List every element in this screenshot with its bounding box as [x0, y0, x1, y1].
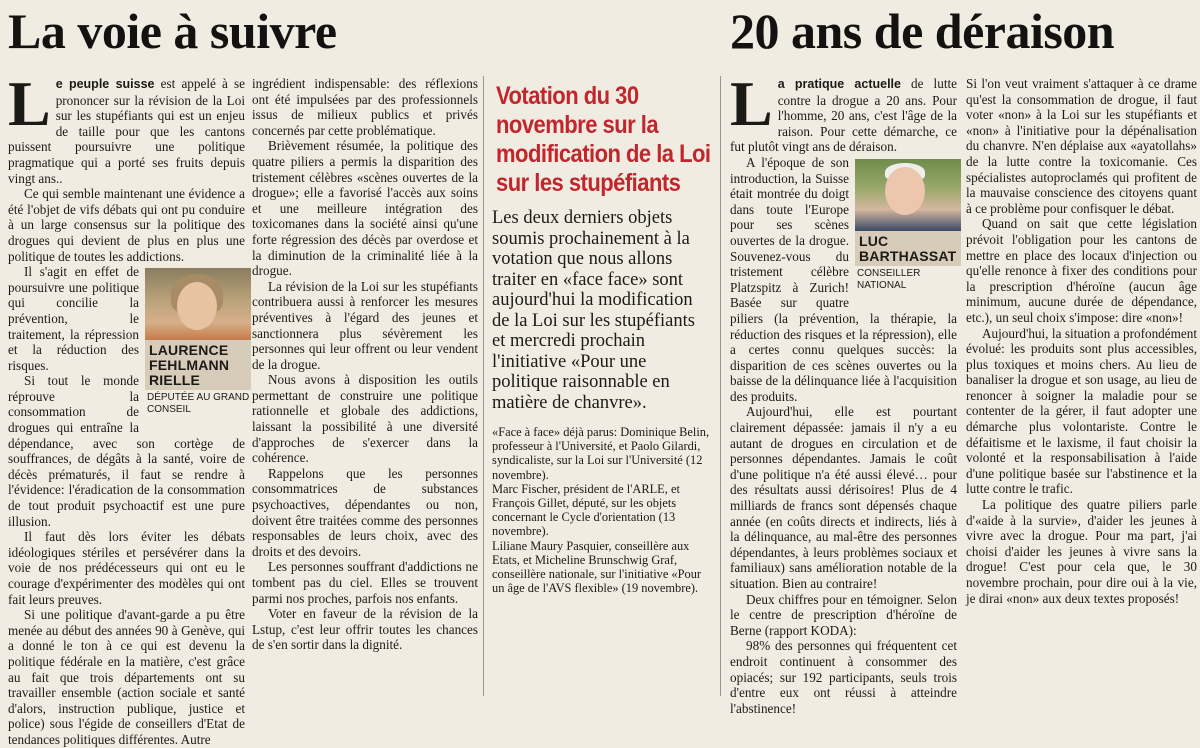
article-paragraph: Il s'agit en effet de poursuivre une politique qui concilie la prévention, le traitement, la répression et la réduction des risques. [8, 264, 139, 373]
article-paragraph: Deux chiffres pour en témoigner. Selon le centre de prescription d'héroïne de Berne (rapport KODA): [730, 591, 957, 638]
article-paragraph: Ce qui semble maintenant une évidence a été l'objet de vifs débats qui ont pu conduire à un large consensus sur la politique des drogues qui devient de plus en plus une politique de toutes les addictions. [8, 186, 245, 264]
article-paragraph: A l'époque de son introduction, la Suisse était montrée du doigt dans toute l'Europe pour ses scènes ouvertes de la drogue. Souvenez-vous du tristement célèbre Platzspitz à Zurich! Basée sur quatre piliers (la prévention, la thérapie, la réduction des risques et la répression), elle a certes connu quelques succès: la disparition de ces scènes ouvertes ou la baisse de la délinquance liée à l'acquisition des produits. [730, 154, 957, 404]
article-paragraph: Les personnes souffrant d'addictions ne tombent pas du ciel. Elles se trouvent parmi nos proches, parfois nos enfants. [252, 559, 478, 606]
right-article-column-2 [966, 76, 1197, 703]
article-paragraph: Le peuple suisse est appelé à se prononcer sur la révision de la Loi sur les stupéfiants qui est un enjeu de taille pour que les cantons puissent poursuivre une politique pragmatique qui a porté ses fruits depuis vingt ans.. [8, 68, 245, 186]
drop-cap: L [8, 68, 51, 139]
previous-face-a-face-note: «Face à face» déjà parus: Dominique Belin, professeur à l'Université, et Paolo Gilardi, syndicaliste, sur la Loi sur l'Université (12 novembre). [492, 425, 710, 482]
votation-title: Votation du 30 novembre sur la modification de la Loi sur les stupéfiants [496, 82, 711, 197]
author-name: LUC BARTHASSAT [855, 231, 961, 266]
article-paragraph: La pratique actuelle de lutte contre la drogue a 20 ans. Pour l'homme, 20 ans, c'est l'âge de la raison. Pour cette démarche, ce fut plutôt vingt ans de déraison. [730, 68, 957, 155]
article-paragraph: Il faut dès lors éviter les débats idéologiques stériles et persévérer dans la voie de nos prédécesseurs qui ont eu le courage d'expérimenter des modèles qui ont fait leurs preuves. [8, 529, 245, 607]
author-role: CONSEILLER NATIONAL [857, 267, 921, 291]
article-paragraph: Voter en faveur de la révision de la Lstup, c'est leur offrir toutes les chances de s'en sortir dans la dignité. [252, 606, 478, 653]
right-article-column-1 [730, 68, 957, 716]
votation-box [492, 76, 712, 703]
article-paragraph: Si une politique d'avant-garde a pu être menée au début des années 90 à Genève, qui a donné le ton à ce qui est devenu la politique fédérale en la matière, c'est grâce au fait que trois départements ont su travailler ensemble (action sociale et santé d'alors, instruction publique, justice et police) sous l'égide de conseillers d'Etat de tendances politiques différentes. Autre [8, 607, 245, 747]
article-paragraph: Nous avons à disposition les outils permettant de construire une politique rationnelle et globale des addictions, laissant la possibilité à une diversité d'approches de s'exercer dans la cohérence. [252, 372, 478, 466]
article-paragraph: Brièvement résumée, la politique des quatre piliers a permis la disparition des tristement célèbres «scènes ouvertes de la drogue»; elle a favorisé l'accès aux soins et une meilleure intégration des toxicomanes dans la société ainsi qu'une forte régression des décès par overdose et la diminution de la criminalité liée à la drogue. [252, 138, 478, 279]
column-divider [720, 76, 721, 696]
article-paragraph: Si l'on veut vraiment s'attaquer à ce drame qu'est la consommation de drogue, il faut voter «non» à la Loi sur les stupéfiants et «non» à l'initiative pour la dépénalisation du chanvre. N'en déplaise aux «ayatollahs» de la lutte contre la toxicomanie. Ces spécialistes autoproclamés qui profitent de la mauvaise conscience des citoyens quant à ce problème pour confisquer le débat. [966, 76, 1197, 216]
author-photo [145, 268, 251, 340]
previous-face-a-face-note: Liliane Maury Pasquier, conseillère aux Etats, et Micheline Brunschwig Graf, conseillère nationale, sur l'initiative «Pour un âge de l'AVS flexible» (19 novembre). [492, 538, 702, 596]
drop-cap: L [730, 68, 773, 139]
article-paragraph: La politique des quatre piliers parle d'«aide à la survie», d'aider les jeunes à vivre avec la drogue. Pour ma part, j'ai choisi d'aider les jeunes à vivre sans la drogue! C'est pour cela que, le 30 novembre prochain, pour dire oui à la vie, je dirai «non» aux deux textes proposés! [966, 497, 1197, 606]
left-article-column-2 [252, 76, 478, 703]
author-role: DÉPUTÉE AU GRAND CONSEIL [147, 392, 250, 416]
article-paragraph: 98% des personnes qui fréquentent cet endroit continuent à consommer des opiacés; sur 192 participants, seuls trois d'entre eux ont réussi à atteindre l'abstinence! [730, 638, 957, 716]
headline-right: 20 ans de déraison [730, 3, 1115, 59]
headline-left: La voie à suivre [8, 3, 337, 59]
author-portrait [855, 159, 961, 296]
previous-face-a-face-note: Marc Fischer, président de l'ARLE, et François Gillet, député, sur les objets concernant le Cycle d'orientation (13 novembre). [492, 481, 680, 539]
article-paragraph: La révision de la Loi sur les stupéfiants contribuera aussi à renforcer les mesures préventives à l'égard des jeunes et sanctionnera plus sévèrement les personnes qui leur offrent ou leur vendent de la drogue. [252, 278, 478, 372]
author-name: LAURENCE FEHLMANN RIELLE [145, 340, 251, 390]
lead-bold: a pratique actuelle [777, 77, 901, 91]
article-paragraph: Aujourd'hui, la situation a profondément évolué: les produits sont plus accessibles, plus toxiques et moins chers. Au lieu de banaliser la drogue et son usage, au lieu de renoncer à soigner la maladie pour se contenter de la gérer, il faut adopter une démarche plus volontariste. Contre le défaitisme et le laxisme, il faut choisir la volonté et la responsabilisation à l'aide d'une politique basée sur l'abstinence et la lutte contre le trafic. [966, 325, 1197, 497]
author-photo [855, 159, 961, 231]
article-paragraph: Aujourd'hui, elle est pourtant clairement dépassée: jamais il n'y a eu autant de drogues en circulation et de personnes dépendantes. Jamais le coût d'une politique n'a été aussi élevé… pour des résultats aussi dérisoires! Plus de 4 milliards de francs sont dépensés chaque année (en coûts directs et indirects, liés à la délinquance, au mal-être des personnes dépendantes, à leurs problèmes sociaux et familiaux) sans amélioration notable de la situation. Bien au contraire! [730, 404, 957, 591]
author-portrait [145, 268, 251, 420]
left-article-column-1 [8, 68, 250, 747]
votation-intro: Les deux derniers objets soumis prochainement à la votation que nous allons traiter en «face face» sont aujourd'hui la modification de la Loi sur les stupéfiants et mercredi prochain l'initiative «Pour une politique raisonnable en matière de chanvre». [492, 208, 695, 413]
lead-bold: e peuple suisse [55, 77, 155, 91]
article-paragraph: ingrédient indispensable: des réflexions ont été impulsées par des professionnels issus de milieux publics et privés concernés par cette problématique. [252, 76, 478, 138]
article-paragraph: Si tout le monde réprouve la consommation de drogues qui entraîne la dépendance, avec son cortège de souffrances, de dégâts à la santé, voire de décès prématurés, il faut se rendre à l'évidence: l'éradication de la consommation de tout produit psychoactif est une pure illusion. [8, 373, 245, 529]
article-paragraph: Quand on sait que cette législation prévoit l'obligation pour les cantons de mettre en place des locaux d'injection ou qu'elle renonce à fixer des conditions pour la prescription d'héroïne (aucun âge minimum, aucune durée de dépendance, etc.), un seul choix s'impose: dire «non»! [966, 216, 1197, 325]
column-divider [483, 76, 484, 696]
article-paragraph: Rappelons que les personnes consommatrices de substances psychoactives, dépendantes ou non, doivent être traitées comme des personnes responsables de leurs choix, avec des droits et des devoirs. [252, 465, 478, 559]
